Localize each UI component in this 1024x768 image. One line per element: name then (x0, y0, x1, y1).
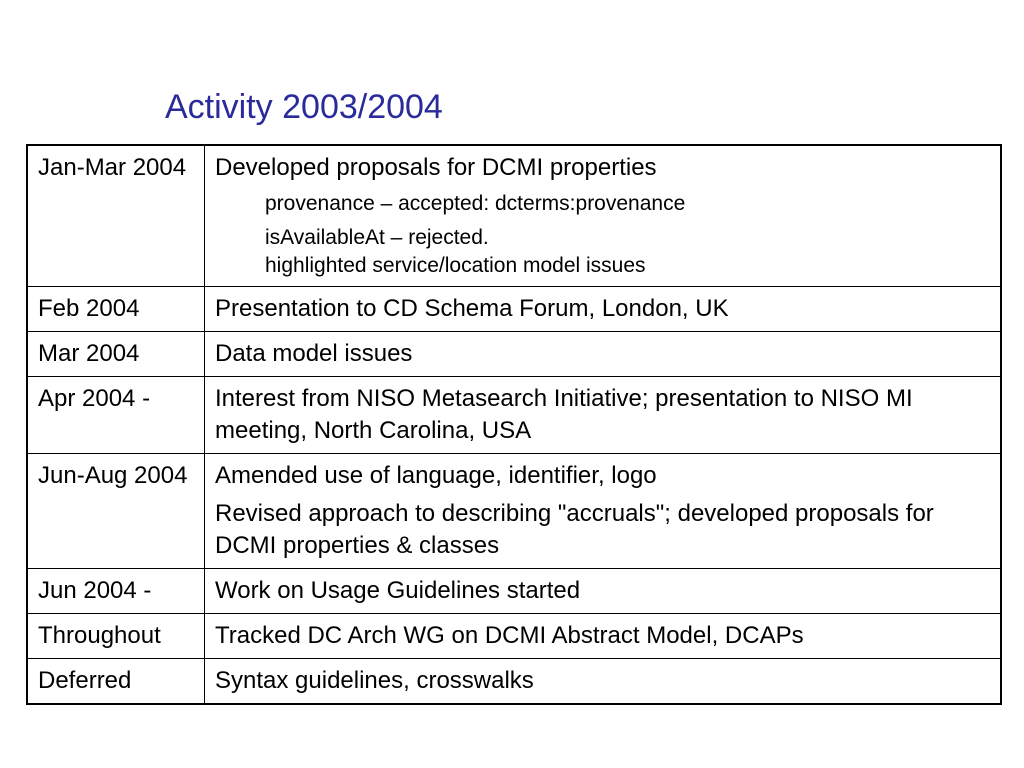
description-cell (205, 659, 1002, 705)
date-cell (27, 659, 205, 705)
date-label: Jun 2004 - (38, 577, 152, 604)
date-label: Throughout (38, 622, 161, 649)
date-label: Apr 2004 - (38, 385, 151, 412)
table-row (27, 659, 1001, 705)
table-row (27, 569, 1001, 614)
description-cell (205, 377, 1002, 454)
description-text-2: Revised approach to describing "accruals"; developed proposals for DCMI properties & classes (215, 500, 934, 559)
date-cell (27, 569, 205, 614)
date-label: Jun-Aug 2004 (38, 462, 188, 489)
date-cell (27, 614, 205, 659)
description-text: Presentation to CD Schema Forum, London, UK (215, 295, 729, 322)
date-cell (27, 332, 205, 377)
table-row (27, 145, 1001, 287)
description-text: Developed proposals for DCMI properties (215, 154, 657, 181)
table-row (27, 614, 1001, 659)
description-cell (205, 569, 1002, 614)
date-label: Feb 2004 (38, 295, 140, 322)
date-label: Mar 2004 (38, 340, 140, 367)
activity-table (26, 144, 1002, 705)
date-label: Deferred (38, 667, 132, 694)
date-label: Jan-Mar 2004 (38, 154, 187, 181)
description-cell (205, 454, 1002, 569)
description-cell (205, 145, 1002, 287)
description-cell (205, 287, 1002, 332)
description-text: Amended use of language, identifier, logo (215, 462, 657, 489)
sub-item: provenance – accepted: dcterms:provenance (265, 192, 686, 215)
description-text: Work on Usage Guidelines started (215, 577, 581, 604)
description-text: Syntax guidelines, crosswalks (215, 667, 534, 694)
sub-item: highlighted service/location model issues (265, 254, 646, 277)
description-text: Data model issues (215, 340, 413, 367)
date-cell (27, 287, 205, 332)
table-row (27, 287, 1001, 332)
date-cell (27, 377, 205, 454)
table-row (27, 454, 1001, 569)
table-row (27, 332, 1001, 377)
table-row (27, 377, 1001, 454)
sub-item: isAvailableAt – rejected. (265, 226, 489, 249)
description-text: Tracked DC Arch WG on DCMI Abstract Model, DCAPs (215, 622, 804, 649)
description-cell (205, 332, 1002, 377)
date-cell (27, 454, 205, 569)
date-cell (27, 145, 205, 287)
slide-title: Activity 2003/2004 (165, 88, 443, 126)
description-cell (205, 614, 1002, 659)
description-text: Interest from NISO Metasearch Initiative; presentation to NISO MI meeting, North Carolina, USA (215, 385, 913, 444)
